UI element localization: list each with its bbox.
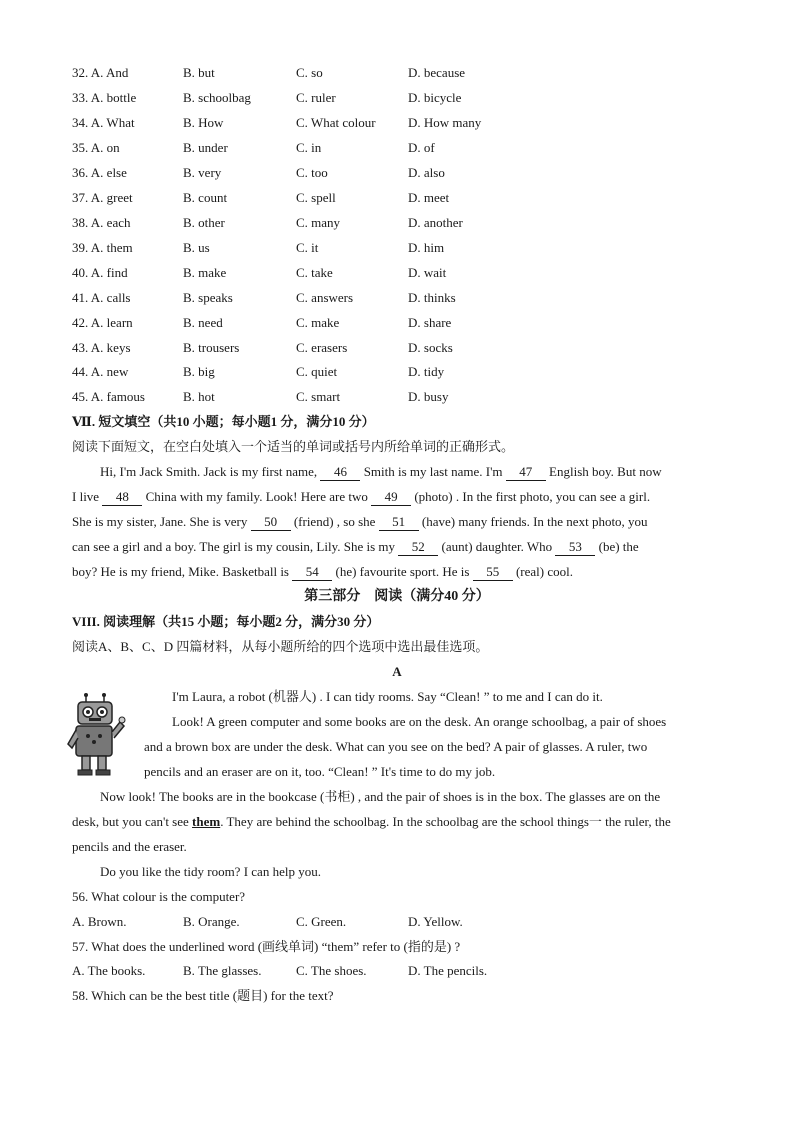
option-a: 44. A. new — [72, 364, 129, 379]
cloze-line-5 — [72, 562, 722, 582]
option-c: C. spell — [296, 190, 336, 205]
passage-p2-line2: and a brown box are under the desk. What can you see on the bed? A pair of glasses. A ruler, two — [144, 739, 648, 754]
option-c: C. answers — [296, 290, 354, 305]
question-56-options — [72, 912, 592, 932]
mc-row — [72, 338, 592, 358]
option-b: B. make — [183, 265, 227, 280]
option-b: B. need — [183, 315, 223, 330]
cloze-text: (have) many friends. In the next photo, you — [421, 514, 648, 529]
option-c: C. many — [296, 215, 341, 230]
option-d: D. bicycle — [408, 90, 462, 105]
mc-row — [72, 288, 592, 308]
question-57-options — [72, 961, 592, 981]
option-b: B. hot — [183, 389, 215, 404]
passage-text: . They are behind the schoolbag. In the schoolbag are the school things一 the ruler, the — [220, 814, 671, 829]
passage-p3-line2 — [72, 812, 722, 832]
passage-p3-line3: pencils and the eraser. — [72, 839, 187, 854]
blank-55[interactable]: 55 — [473, 564, 513, 581]
question-58: 58. Which can be the best title (题目) for the text? — [72, 988, 334, 1003]
option-a: 34. A. What — [72, 115, 135, 130]
option-d: D. of — [408, 140, 435, 155]
blank-47[interactable]: 47 — [506, 464, 546, 481]
section8-instruction: 阅读A、B、C、D 四篇材料，从每小题所给的四个选项中选出最佳选项。 — [72, 639, 489, 654]
option-d: D. another — [408, 215, 463, 230]
q57-option-b[interactable]: B. The glasses. — [183, 963, 262, 978]
section7-instruction: 阅读下面短文，在空白处填入一个适当的单词或括号内所给单词的正确形式。 — [72, 439, 515, 454]
cloze-line-4 — [72, 537, 722, 557]
option-a: 42. A. learn — [72, 315, 133, 330]
option-a: 35. A. on — [72, 140, 120, 155]
blank-50[interactable]: 50 — [251, 514, 291, 531]
option-b: B. big — [183, 364, 215, 379]
mc-row — [72, 188, 592, 208]
option-d: D. him — [408, 240, 445, 255]
option-b: B. schoolbag — [183, 90, 251, 105]
option-a: 32. A. And — [72, 65, 129, 80]
cloze-text: China with my family. Look! Here are two — [145, 489, 368, 504]
blank-48[interactable]: 48 — [102, 489, 142, 506]
option-a: 41. A. calls — [72, 290, 131, 305]
option-b: B. us — [183, 240, 210, 255]
mc-row — [72, 163, 592, 183]
option-b: B. count — [183, 190, 228, 205]
option-c: C. take — [296, 265, 333, 280]
option-d: D. tidy — [408, 364, 445, 379]
mc-row — [72, 113, 592, 133]
cloze-text: I live — [72, 489, 100, 504]
cloze-text: (photo) . In the first photo, you can see a girl. — [414, 489, 651, 504]
mc-row — [72, 63, 592, 83]
mc-row — [72, 88, 592, 108]
cloze-text: can see a girl and a boy. The girl is my cousin, Lily. She is my — [72, 539, 396, 554]
option-c: C. quiet — [296, 364, 338, 379]
option-a: 39. A. them — [72, 240, 133, 255]
option-c: C. so — [296, 65, 323, 80]
question-57: 57. What does the underlined word (画线单词) “them” refer to (指的是) ? — [72, 939, 461, 954]
cloze-text: English boy. But now — [549, 464, 662, 479]
option-b: B. other — [183, 215, 225, 230]
underlined-word-them: them — [192, 814, 221, 829]
option-c: C. make — [296, 315, 340, 330]
option-a: 40. A. find — [72, 265, 128, 280]
mc-row — [72, 387, 592, 407]
blank-49[interactable]: 49 — [371, 489, 411, 506]
passage-p2-line3: pencils and an eraser are on it, too. “Clean! ” It's time to do my job. — [144, 764, 496, 779]
option-a: 33. A. bottle — [72, 90, 137, 105]
option-d: D. also — [408, 165, 445, 180]
cloze-text: Smith is my last name. I'm — [363, 464, 503, 479]
option-d: D. meet — [408, 190, 450, 205]
mc-row — [72, 238, 592, 258]
q56-option-a[interactable]: A. Brown. — [72, 914, 127, 929]
q57-option-c[interactable]: C. The shoes. — [296, 963, 367, 978]
option-a: 45. A. famous — [72, 389, 145, 404]
option-b: B. How — [183, 115, 224, 130]
passage-p1: I'm Laura, a robot (机器人) . I can tidy rooms. Say “Clean! ” to me and I can do it. — [172, 689, 603, 704]
option-d: D. wait — [408, 265, 447, 280]
q56-option-c[interactable]: C. Green. — [296, 914, 347, 929]
mc-row — [72, 313, 592, 333]
option-d: D. How many — [408, 115, 482, 130]
mc-row — [72, 362, 592, 382]
passage-text: desk, but you can't see — [72, 814, 189, 829]
option-b: B. but — [183, 65, 215, 80]
cloze-text: (friend) , so she — [293, 514, 376, 529]
q57-option-a[interactable]: A. The books. — [72, 963, 146, 978]
cloze-text: Hi, I'm Jack Smith. Jack is my first name, — [100, 464, 318, 479]
q56-option-d[interactable]: D. Yellow. — [408, 914, 463, 929]
option-c: C. smart — [296, 389, 341, 404]
option-d: D. socks — [408, 340, 453, 355]
option-a: 37. A. greet — [72, 190, 133, 205]
mc-row — [72, 263, 592, 283]
cloze-line-3 — [72, 512, 722, 532]
option-c: C. in — [296, 140, 322, 155]
mc-row — [72, 138, 592, 158]
cloze-text: (real) cool. — [515, 564, 573, 579]
section8-heading: VIII. 阅读理解（共15 小题；每小题2 分，满分30 分） — [72, 614, 380, 629]
cloze-text: (he) favourite sport. He is — [335, 564, 470, 579]
option-a: 36. A. else — [72, 165, 127, 180]
option-b: B. under — [183, 140, 228, 155]
question-56: 56. What colour is the computer? — [72, 889, 246, 904]
option-a: 38. A. each — [72, 215, 131, 230]
cloze-text: (aunt) daughter. Who — [441, 539, 553, 554]
option-d: D. busy — [408, 389, 449, 404]
option-d: D. share — [408, 315, 452, 330]
passage-p2-line1: Look! A green computer and some books are on the desk. An orange schoolbag, a pair of shoes — [172, 714, 667, 729]
option-c: C. it — [296, 240, 319, 255]
section7-heading: Ⅶ. 短文填空（共10 小题；每小题1 分，满分10 分） — [72, 414, 375, 429]
mc-row — [72, 213, 592, 233]
cloze-text: boy? He is my friend, Mike. Basketball is — [72, 564, 289, 579]
passage-p3-line1: Now look! The books are in the bookcase (书柜) , and the pair of shoes is in the box. The glasses are on the — [100, 789, 661, 804]
option-b: B. very — [183, 165, 222, 180]
blank-51[interactable]: 51 — [379, 514, 419, 531]
q56-option-b[interactable]: B. Orange. — [183, 914, 240, 929]
blank-46[interactable]: 46 — [320, 464, 360, 481]
option-d: D. thinks — [408, 290, 456, 305]
cloze-text: (be) the — [598, 539, 639, 554]
option-a: 43. A. keys — [72, 340, 131, 355]
option-b: B. trousers — [183, 340, 240, 355]
blank-52[interactable]: 52 — [398, 539, 438, 556]
passage-p4: Do you like the tidy room? I can help you. — [100, 864, 321, 879]
blank-54[interactable]: 54 — [292, 564, 332, 581]
q57-option-d[interactable]: D. The pencils. — [408, 963, 488, 978]
option-c: C. ruler — [296, 90, 336, 105]
option-b: B. speaks — [183, 290, 233, 305]
option-c: C. too — [296, 165, 328, 180]
option-c: C. erasers — [296, 340, 348, 355]
cloze-line-1 — [100, 462, 722, 482]
part3-title: 第三部分 阅读（满分40 分） — [304, 589, 490, 604]
option-c: C. What colour — [296, 115, 376, 130]
robot-illustration — [64, 692, 128, 778]
passage-label: A — [392, 664, 402, 679]
cloze-text: She is my sister, Jane. She is very — [72, 514, 248, 529]
blank-53[interactable]: 53 — [555, 539, 595, 556]
option-d: D. because — [408, 65, 466, 80]
cloze-line-2 — [72, 487, 722, 507]
